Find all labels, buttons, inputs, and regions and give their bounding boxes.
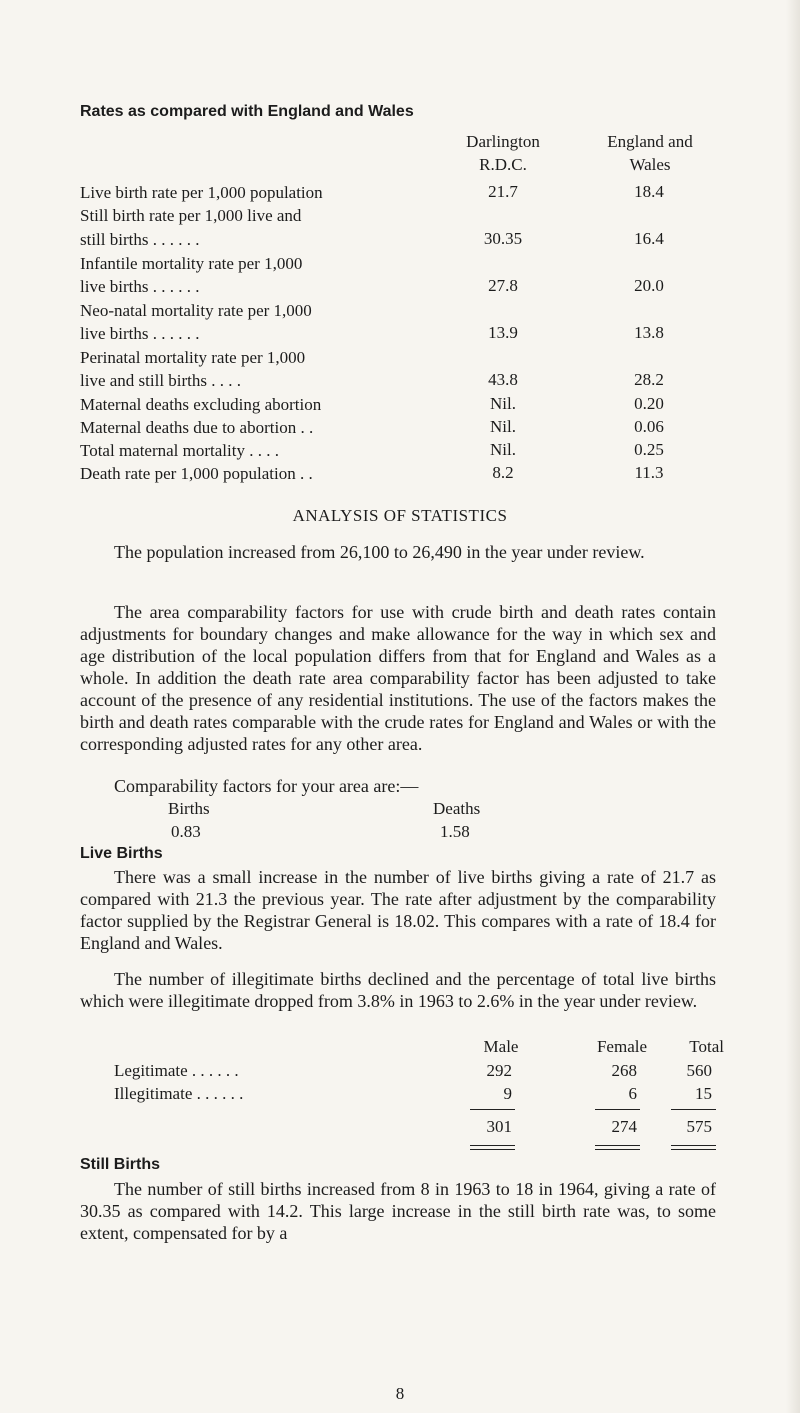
rates-row-label: Live birth rate per 1,000 population <box>80 183 323 202</box>
rates-row-label: Total maternal mortality . . . . <box>80 441 279 460</box>
rates-darlington-value: 8.2 <box>492 463 514 482</box>
rates-row-label: Neo-natal mortality rate per 1,000 <box>80 301 312 320</box>
rates-england-value: 20.0 <box>634 276 664 295</box>
births-header-total: Total <box>689 1037 724 1056</box>
rates-england-value: 18.4 <box>634 182 664 201</box>
births-value-female: 268 <box>611 1061 637 1080</box>
rates-darlington-value: 21.7 <box>488 182 518 201</box>
rates-row-label-cont: live births . . . . . . <box>80 277 200 296</box>
comparability-births-label: Births <box>168 799 210 818</box>
births-value-female: 6 <box>628 1084 637 1103</box>
comparability-intro: Comparability factors for your area are:— <box>114 776 419 796</box>
rates-england-value: 28.2 <box>634 370 664 389</box>
rates-england-value: 0.20 <box>634 394 664 413</box>
rates-row-label-cont: live and still births . . . . <box>80 371 242 390</box>
rates-heading: Rates as compared with England and Wales <box>80 103 414 120</box>
paragraph-illegitimate-text: The number of illegitimate births declined and the percentage of total live births which were illegitimate dropped from 3.8% in 1963 to 2.6% in the year under review. <box>80 969 716 1011</box>
paragraph-population-text: The population increased from 26,100 to 26,490 in the year under review. <box>114 542 645 562</box>
rates-row-label-cont: live births . . . . . . <box>80 324 200 343</box>
paragraph-live-births <box>80 866 716 954</box>
rates-england-value: 16.4 <box>634 229 664 248</box>
rates-row-label: Maternal deaths due to abortion . . <box>80 418 314 437</box>
comparability-deaths-label: Deaths <box>433 799 481 818</box>
births-double-rule-male <box>470 1145 515 1150</box>
births-total-grand: 575 <box>686 1117 712 1136</box>
rates-darlington-value: 27.8 <box>488 276 518 295</box>
births-total-male: 301 <box>486 1117 512 1136</box>
births-header-female: Female <box>596 1037 648 1056</box>
paragraph-live-births-text: There was a small increase in the number of live births giving a rate of 21.7 as compared with 21.3 the previous year. The rate after adjustment by the comparability factor supplied by the Registrar General is 18.02. This compares with a rate of 18.4 for England and Wales. <box>80 867 716 953</box>
rates-darlington-value: 43.8 <box>488 370 518 389</box>
births-total-female: 274 <box>611 1117 637 1136</box>
comparability-deaths-value: 1.58 <box>440 822 470 841</box>
births-value-total: 15 <box>695 1084 712 1103</box>
page-edge-shadow <box>786 0 800 1413</box>
paragraph-still-births-text: The number of still births increased from 8 in 1963 to 18 in 1964, giving a rate of 30.35 as compared with 14.2. This large increase in the still birth rate was, to some extent, compensated for by a <box>80 1179 716 1243</box>
paragraph-illegitimate <box>80 968 716 1012</box>
column-header-england: England and Wales <box>607 132 693 174</box>
page-number: 8 <box>395 1384 405 1403</box>
live-births-heading: Live Births <box>80 845 163 862</box>
still-births-heading: Still Births <box>80 1156 161 1173</box>
analysis-heading: ANALYSIS OF STATISTICS <box>292 506 508 525</box>
rates-england-value: 13.8 <box>634 323 664 342</box>
births-value-male: 292 <box>486 1061 512 1080</box>
rates-row-label-cont: still births . . . . . . <box>80 230 200 249</box>
rates-darlington-value: 30.35 <box>483 229 523 248</box>
comparability-births-value: 0.83 <box>171 822 201 841</box>
births-row-label: Illegitimate . . . . . . <box>114 1084 244 1103</box>
rates-darlington-value: Nil. <box>490 440 516 459</box>
paragraph-population <box>80 541 716 563</box>
paragraph-factors <box>80 601 716 755</box>
rates-england-value: 11.3 <box>634 463 664 482</box>
paragraph-still-births <box>80 1178 716 1244</box>
births-rule-total <box>671 1109 716 1110</box>
births-header-male: Male <box>483 1037 519 1056</box>
rates-row-label: Still birth rate per 1,000 live and <box>80 206 302 225</box>
births-value-total: 560 <box>686 1061 712 1080</box>
births-rule-female <box>595 1109 640 1110</box>
births-double-rule-total <box>671 1145 716 1150</box>
column-header-darlington: Darlington R.D.C. <box>466 132 540 174</box>
rates-row-label: Death rate per 1,000 population . . <box>80 464 313 483</box>
rates-england-value: 0.25 <box>634 440 664 459</box>
rates-darlington-value: Nil. <box>490 417 516 436</box>
rates-darlington-value: Nil. <box>490 394 516 413</box>
rates-row-label: Perinatal mortality rate per 1,000 <box>80 348 306 367</box>
rates-darlington-value: 13.9 <box>488 323 518 342</box>
births-rule-male <box>470 1109 515 1110</box>
rates-england-value: 0.06 <box>634 417 664 436</box>
paragraph-factors-text: The area comparability factors for use with crude birth and death rates contain adjustments for boundary changes and make allowance for the way in which sex and age distribution of the local population differs from that for England and Wales as a whole. In addition the death rate area comparability factor has been adjusted to take account of the presence of any residential institutions. The use of the factors makes the birth and death rates comparable with the crude rates for England and Wales or with the corresponding adjusted rates for any other area. <box>80 602 716 754</box>
rates-row-label: Maternal deaths excluding abortion <box>80 395 322 414</box>
births-double-rule-female <box>595 1145 640 1150</box>
rates-row-label: Infantile mortality rate per 1,000 <box>80 254 303 273</box>
births-row-label: Legitimate . . . . . . <box>114 1061 239 1080</box>
births-value-male: 9 <box>503 1084 512 1103</box>
